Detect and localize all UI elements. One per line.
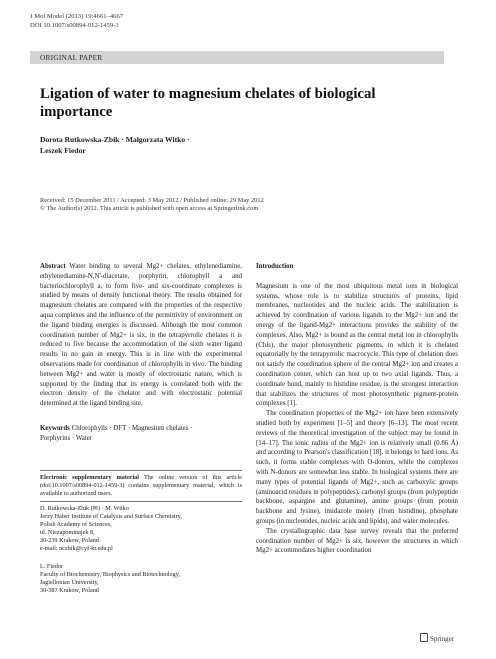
keywords-label: Keywords (40, 425, 70, 432)
article-type-band (30, 51, 444, 64)
introduction-section (256, 262, 458, 556)
copyright-line: © The Author(s) 2012. This article is published with open access at Springerlink.com (40, 205, 259, 213)
article-type: ORIGINAL PAPER (40, 53, 103, 62)
author-line: Dorota Rutkowska-Zbik · Małgorzata Witko · (40, 135, 190, 144)
affiliation-divider (40, 501, 242, 502)
publisher-name: Springer (430, 635, 455, 643)
affiliation-line: Polish Academy of Sciences, (40, 521, 112, 529)
keywords-line: Porphyrins · Water (40, 434, 93, 442)
abstract-label: Abstract (40, 263, 66, 270)
affiliation-line: D. Rutkowska-Zbik (✉) · M. Witko (40, 505, 129, 512)
publisher-footer (420, 633, 454, 643)
email-link[interactable]: e-mail: nczbik@cyf-kr.edu.pl (40, 545, 113, 553)
springer-logo-icon (420, 633, 428, 642)
intro-paragraph-2: The coordination properties of the Mg2+ ion have been extensively studied both by experiment [1–5] and theory [6–13]. The most recent reviews of the theoretical investigation of the subject may be found in [14–17]. The ionic radius of the Mg2+ ion is relatively small (0.86 Å) and according to Pearson's classification [18], it belongs to hard ions. As such, it forms stable complexes with O-donors, while the complexes with N-donors are somewhat less stable. In biological systems there are many types of potential ligands of Mg2+, such as carboxylic groups (aminoacid residues in polypeptides), carbonyl groups (from polypeptide backbone, aspargine and glutamine), amine groups (from protein backbone and lysine), imidazole moiety (from histidine), phosphate groups (in nucleotides, nucleic acids and lipids), and water molecules. (256, 410, 458, 525)
esm-note (40, 474, 242, 498)
section-heading: Introduction (256, 263, 294, 270)
dates-block (40, 197, 440, 213)
journal-doi: DOI 10.1007/s00894-012-1459-3 (30, 22, 119, 29)
abstract-section (40, 262, 242, 409)
author-list (40, 134, 340, 156)
journal-citation: J Mol Model (2013) 19:4661–4667 (30, 13, 124, 20)
article-title: Ligation of water to magnesium chelates of biological importance (40, 86, 376, 120)
affiliation-line: Jerzy Haber Institute of Catalysis and Surface Chemistry, (40, 513, 182, 521)
abstract-text: Water binding to several Mg2+ chelates, ethylenediamine, ethylenediamine-N,N'-diacetate, porphyrin, chlorophyll a and bacteriochlorophyll a, to form five- and six-coordinate complexes is studied by means of density functional theory. The results obtained for magnesium chelates are compared with the properties of the respective aqua complexes and the influence of the permittivity of environment on the ligand binding energies is discussed. Although the most common coordination number of Mg2+ is six, in the tetrapyrrolic chelates it is reduced to five because the accommodation of the sixth water ligand results in no gain in energy. This is in line with the experimental observations made for coordination of chlorophylls in vivo. The binding between Mg2+ and water is mostly of electrostatic nature, which is supported by the finding that its energy is correlated both with the electron density of the chelator and with electrostatic potential determined at the ligand binding site. (40, 263, 242, 408)
affiliation-line: Faculty of Biochemistry, Biophysics and Biotechnology, (40, 571, 180, 579)
esm-label: Electronic supplementary material (40, 474, 139, 481)
affiliation-line: L. Fiedor (40, 563, 64, 570)
keywords-line: Chlorophylls · DFT · Magnesium chelates · (71, 425, 193, 432)
esm-text: The online version of this article (doi:10.1007/s00894-012-1459-3) contains supplementary material, which is available to authorized users. (40, 474, 243, 498)
affiliation-line: Jagiellonian University, (40, 579, 99, 587)
author-line: Leszek Fiedor (40, 146, 86, 155)
affiliation-line: ul. Niezapominajek 8, (40, 529, 95, 537)
keywords-section (40, 424, 242, 444)
affiliation-1 (40, 505, 242, 554)
footnote-divider (40, 470, 242, 471)
affiliation-2 (40, 563, 242, 595)
intro-paragraph-3: The crystallographic data base survey reveals that the preferred coordination number of Mg2+ is six, however the structures in which Mg2+ accommodates higher coordination (256, 527, 458, 555)
affiliation-line: 30-239 Krakow, Poland (40, 537, 99, 545)
intro-paragraph-1: Magnesium is one of the most ubiquitous metal ions in biological systems, whose role is to stabilize structures of proteins, lipid membranes, nucleotides and the nucleic acids. The stabilization is achieved by coordination of various ligands to the Mg2+ ion and the energy of the ligand-Mg2+ interactions provides the stability of the complexes. Also, Mg2+ is bound as the central metal ion in chlorophylls (Chls), the major photosynthetic pigments, in which it is chelated equatorially by the tetrapyrrolic macrocycle. This type of chelation does not satisfy the coordination sphere of the central Mg2+ ion and creates a coordination center, which can host up to two axial ligands. Thus, a coordinate bond, mainly to histidine residue, is the strongest interaction that stabilizes the structures of most photosynthetic pigment-protein complexes [1]. (256, 282, 458, 408)
received-dates: Received: 15 December 2011 / Accepted: 3 May 2012 / Published online: 29 May 2012 (40, 197, 264, 204)
affiliation-line: 30-387 Krakow, Poland (40, 587, 99, 595)
